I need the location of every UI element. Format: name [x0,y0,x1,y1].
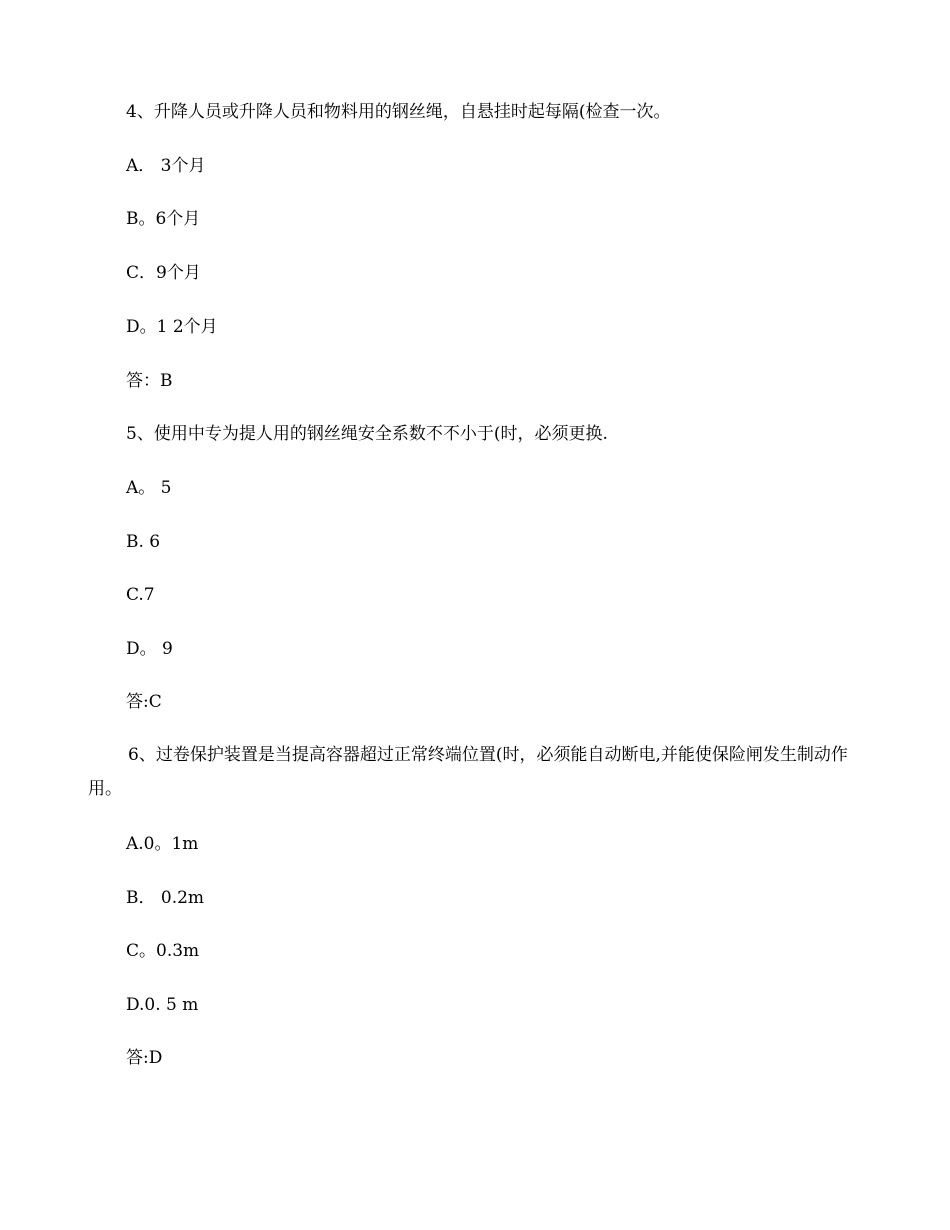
question-5-option-c: C.7 [126,585,155,605]
question-4-stem: 4、升降人员或升降人员和物料用的钢丝绳，自悬挂时起每隔(检查一次。 [126,102,671,122]
question-4-option-a: A． 3个月 [126,156,206,176]
question-6-option-a: A.0。1m [126,834,199,854]
question-5-option-b: B. 6 [126,532,161,552]
question-5-stem: 5、使用中专为提人用的钢丝绳安全系数不不小于(时，必须更换. [126,424,608,444]
question-6-option-c: C。0.3m [126,941,200,961]
question-6-option-b: B． 0.2m [126,888,205,908]
question-4-answer: 答：B [126,371,173,391]
question-4-option-c: C．9个月 [126,263,201,283]
question-6-stem: 6、过卷保护装置是当提高容器超过正常终端位置(时，必须能自动断电,并能使保险闸发生制动作用。 [88,745,848,799]
question-4-option-d: D。1 2个月 [126,317,218,337]
question-4-option-b: B。6个月 [126,209,201,229]
question-5-option-a: A。 5 [126,478,172,498]
question-5-option-d: D。 9 [126,639,173,659]
question-6-answer: 答:D [126,1048,163,1068]
question-6-option-d: D.0. 5 m [126,995,199,1015]
question-5-answer: 答:C [126,692,162,712]
